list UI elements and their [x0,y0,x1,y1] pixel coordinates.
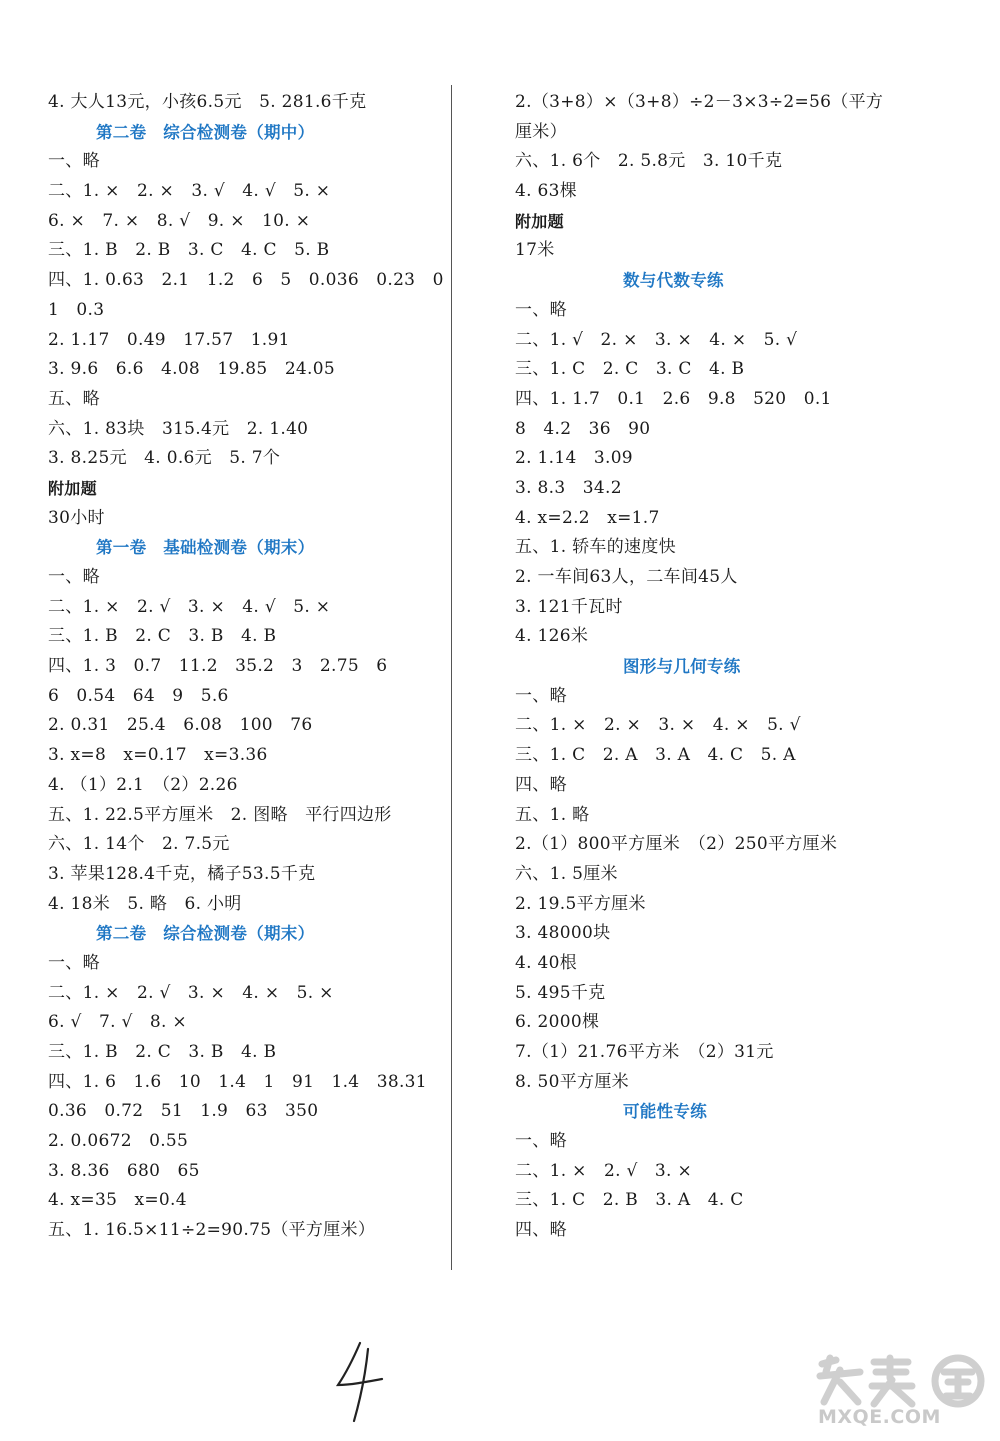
watermark [812,1352,992,1434]
left-answer-line: 四、1. 3 0.7 11.2 35.2 3 2.75 6 [48,656,388,677]
right-answer-line: 五、1. 略 [515,804,590,825]
right-answer-line: 17米 [515,240,555,261]
left-answer-line: 2. 0.31 25.4 6.08 100 76 [48,715,313,736]
left-answer-line: 三、1. B 2. B 3. C 4. C 5. B [48,240,330,261]
right-answer-line: 3. 121千瓦时 [515,596,623,617]
right-answer-line: 4. 126米 [515,626,589,647]
right-answer-line: 6. 2000棵 [515,1012,600,1033]
right-answer-line: 三、1. C 2. A 3. A 4. C 5. A [515,745,796,766]
right-answer-line: 2. 1.14 3.09 [515,448,633,469]
left-answer-line: 三、1. B 2. C 3. B 4. B [48,626,277,647]
right-answer-line: 四、略 [515,774,567,795]
left-answer-line: 一、略 [48,567,100,587]
left-answer-line: 六、1. 83块 315.4元 2. 1.40 [48,418,309,439]
left-answer-line: 五、1. 16.5×11÷2=90.75（平方厘米） [48,1220,376,1241]
left-section-heading: 第二卷 综合检测卷（期末） [96,924,315,944]
left-answer-line: 3. x=8 x=0.17 x=3.36 [48,745,268,766]
right-answer-line: 2.（1）800平方厘米 （2）250平方厘米 [515,834,838,855]
left-answer-line: 五、略 [48,388,100,409]
left-column [48,88,443,1246]
right-answer-line: 一、略 [515,685,567,706]
left-answer-line: 二、1. × 2. × 3. √ 4. √ 5. × [48,181,331,202]
left-answer-line: 2. 0.0672 0.55 [48,1131,189,1152]
left-answer-line: 6 0.54 64 9 5.6 [48,685,229,706]
watermark-logo [812,1352,992,1408]
right-answer-line: 厘米） [515,121,567,142]
left-section-heading: 第二卷 综合检测卷（期中） [96,122,315,142]
right-answer-line: 三、1. C 2. B 3. A 4. C [515,1190,744,1211]
right-answer-line: 六、1. 6个 2. 5.8元 3. 10千克 [515,151,783,172]
left-answer-line: 六、1. 14个 2. 7.5元 [48,834,230,855]
right-answer-line: 二、1. × 2. × 3. × 4. × 5. √ [515,715,801,736]
left-answer-line: 0.36 0.72 51 1.9 63 350 [48,1101,319,1122]
left-answer-line: 4. 18米 5. 略 6. 小明 [48,893,242,914]
left-answer-line: 6. × 7. × 8. √ 9. × 10. × [48,210,311,231]
right-answer-line: 二、1. √ 2. × 3. × 4. × 5. √ [515,329,798,350]
right-answer-line: 二、1. × 2. √ 3. × [515,1160,692,1181]
right-answer-line: 附加题 [515,211,564,231]
right-answer-line: 8 4.2 36 90 [515,418,651,439]
right-answer-line: 2. 一车间63人，二车间45人 [515,567,738,587]
right-answer-line: 三、1. C 2. C 3. C 4. B [515,359,745,380]
left-answer-line: 2. 1.17 0.49 17.57 1.91 [48,329,290,350]
right-section-heading: 数与代数专练 [623,271,724,291]
left-section-heading: 第一卷 基础检测卷（期末） [96,538,315,558]
left-answer-line: 1 0.3 [48,299,105,320]
left-answer-line: 一、略 [48,952,100,973]
right-answer-line: 7.（1）21.76平方米 （2）31元 [515,1042,774,1062]
left-answer-line: 3. 8.36 680 65 [48,1160,200,1181]
right-answer-line: 4. 63棵 [515,181,578,202]
right-answer-line: 一、略 [515,299,567,320]
right-answer-line: 3. 8.3 34.2 [515,477,622,498]
column-divider [451,85,452,1270]
right-answer-line: 3. 48000块 [515,923,611,944]
left-answer-line: 一、略 [48,151,100,172]
right-answer-line: 4. 40根 [515,952,578,973]
right-answer-line: 五、1. 轿车的速度快 [515,537,676,558]
left-answer-line: 4. （1）2.1 （2）2.26 [48,774,238,795]
left-answer-line: 二、1. × 2. √ 3. × 4. × 5. × [48,982,334,1003]
watermark-url: MXQE.COM [818,1406,941,1428]
left-answer-line: 二、1. × 2. √ 3. × 4. √ 5. × [48,596,331,617]
left-answer-line: 3. 9.6 6.6 4.08 19.85 24.05 [48,359,335,380]
right-answer-line: 2.（3+8）×（3+8）÷2－3×3÷2=56（平方 [515,92,884,112]
left-answer-line: 四、1. 6 1.6 10 1.4 1 91 1.4 38.31 [48,1071,427,1092]
right-answer-line: 2. 19.5平方厘米 [515,893,646,914]
right-section-heading: 图形与几何专练 [623,657,741,677]
right-answer-line: 四、略 [515,1220,567,1241]
left-answer-line: 三、1. B 2. C 3. B 4. B [48,1042,277,1062]
left-answer-line: 4. x=35 x=0.4 [48,1190,187,1211]
right-answer-line: 一、略 [515,1131,567,1152]
handwritten-page-number [332,1335,392,1425]
left-answer-line: 30小时 [48,507,105,528]
right-column [515,88,935,1246]
right-answer-line: 四、1. 1.7 0.1 2.6 9.8 520 0.1 [515,388,832,409]
right-answer-line: 4. x=2.2 x=1.7 [515,507,660,528]
left-answer-line: 3. 8.25元 4. 0.6元 5. 7个 [48,448,281,469]
left-answer-line: 四、1. 0.63 2.1 1.2 6 5 0.036 0.23 0 [48,270,444,291]
left-answer-line: 附加题 [48,478,97,498]
left-answer-line: 4. 大人13元，小孩6.5元 5. 281.6千克 [48,92,367,112]
right-answer-line: 8. 50平方厘米 [515,1071,629,1092]
right-section-heading: 可能性专练 [623,1102,707,1122]
left-answer-line: 6. √ 7. √ 8. × [48,1012,187,1033]
left-answer-line: 3. 苹果128.4千克，橘子53.5千克 [48,863,316,884]
right-answer-line: 六、1. 5厘米 [515,863,618,884]
left-answer-line: 五、1. 22.5平方厘米 2. 图略 平行四边形 [48,804,392,825]
right-answer-line: 5. 495千克 [515,982,606,1003]
